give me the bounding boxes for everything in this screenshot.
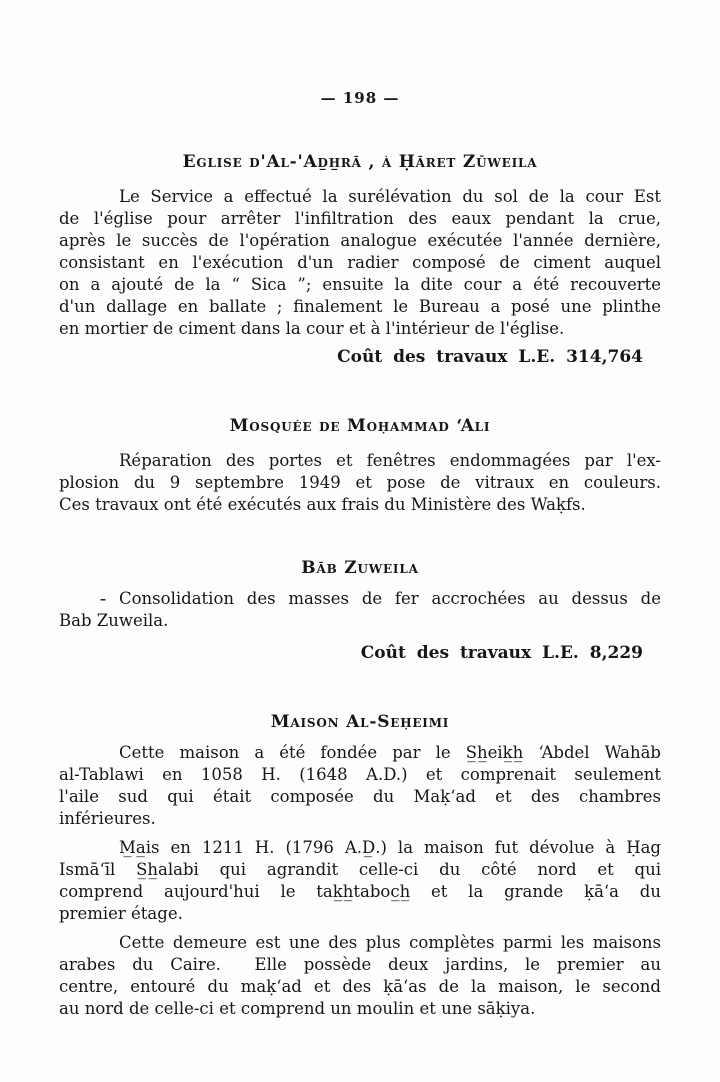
text-line: Cette demeure est une des plus complètes parmi les maisons: [119, 933, 661, 952]
text-line: en mortier de ciment dans la cour et à l'intérieur de l'église.: [59, 319, 565, 338]
text-line: arabes du Caire. Elle possède deux jardins, le premier au: [59, 955, 661, 974]
section-bab-zuweila: [59, 558, 661, 664]
text-line: inférieures.: [59, 809, 156, 828]
cost-line-bab-zuweila: Coût des travaux L.E. 8,229: [360, 643, 643, 663]
text-line: Ismā‘īl S̲h̲alabi qui agrandit celle-ci du côté nord et qui: [59, 860, 661, 879]
text-line: au nord de celle-ci et comprend un moulin et une sāḳiya.: [59, 999, 536, 1018]
text-line: Cette maison a été fondée par le S̲h̲eik̲h̲ ‘Abdel Wahāb: [119, 743, 661, 762]
paragraph-bab-zuweila: [59, 588, 661, 632]
text-line: Ces travaux ont été exécutés aux frais du Ministère des Waḳfs.: [59, 495, 586, 514]
text-line: M̲a̲is en 1211 H. (1796 A.D̲.) la maison fut dévolue à Ḥag: [119, 838, 661, 857]
page-number: — 198 —: [320, 89, 400, 107]
text-line: Le Service a effectué la surélévation du sol de la cour Est: [119, 187, 661, 206]
paragraph-maison-2: [59, 837, 661, 925]
text-line: de l'église pour arrêter l'infiltration des eaux pendant la crue,: [59, 209, 661, 228]
text-line: plosion du 9 septembre 1949 et pose de vitraux en couleurs.: [59, 473, 661, 492]
text-line: d'un dallage en ballate ; finalement le Bureau a posé une plinthe: [59, 297, 661, 316]
section-eglise-al-adhra: [59, 152, 661, 368]
text-line: al-Tablawi en 1058 H. (1648 A.D.) et comprenait seulement: [59, 765, 661, 784]
text-column: [59, 0, 661, 1020]
text-line: l'aile sud qui était composée du Maḳ‘ad et des chambres: [59, 787, 661, 806]
text-line: on a ajouté de la “ Sica ”; ensuite la dite cour a été recouverte: [59, 275, 661, 294]
text-line: Réparation des portes et fenêtres endommagées par l'ex-: [119, 451, 661, 470]
paragraph-mosquee: [59, 450, 661, 516]
section-heading-mosquee: Mosquée de Moḥammad ‘Ali: [229, 416, 491, 436]
paragraph-eglise: [59, 186, 661, 340]
paragraph-maison-1: [59, 742, 661, 830]
paragraph-maison-3: [59, 932, 661, 1020]
cost-line-eglise: Coût des travaux L.E. 314,764: [337, 347, 643, 367]
section-maison-al-seheimi: [59, 712, 661, 1020]
text-line: Consolidation des masses de fer accrochées au dessus de: [119, 589, 661, 608]
text-line: comprend aujourd'hui le tak̲h̲taboc̲h̲ et la grande ḳā‘a du: [59, 882, 661, 901]
paragraph-wrap-bab-zuweila: [59, 588, 661, 632]
text-line: après le succès de l'opération analogue exécutée l'année dernière,: [59, 231, 661, 250]
text-line: consistant en l'exécution d'un radier composé de ciment auquel: [59, 253, 661, 272]
text-line: premier étage.: [59, 904, 183, 923]
section-heading-maison: Maison Al-Seḥeimi: [270, 712, 450, 732]
section-heading-eglise: Eglise d'Al-'Ad̲h̲rā , à Ḥāret Zūweila: [182, 152, 538, 172]
text-line: centre, entouré du maḳ‘ad et des ḳā‘as de la maison, le second: [59, 977, 661, 996]
text-line: Bab Zuweila.: [59, 611, 169, 630]
section-mosquee-mohammad-ali: [59, 416, 661, 516]
displaced-macron-ink-artifact: ¯: [99, 596, 107, 615]
section-heading-bab-zuweila: Bāb Zuweila: [301, 558, 419, 578]
